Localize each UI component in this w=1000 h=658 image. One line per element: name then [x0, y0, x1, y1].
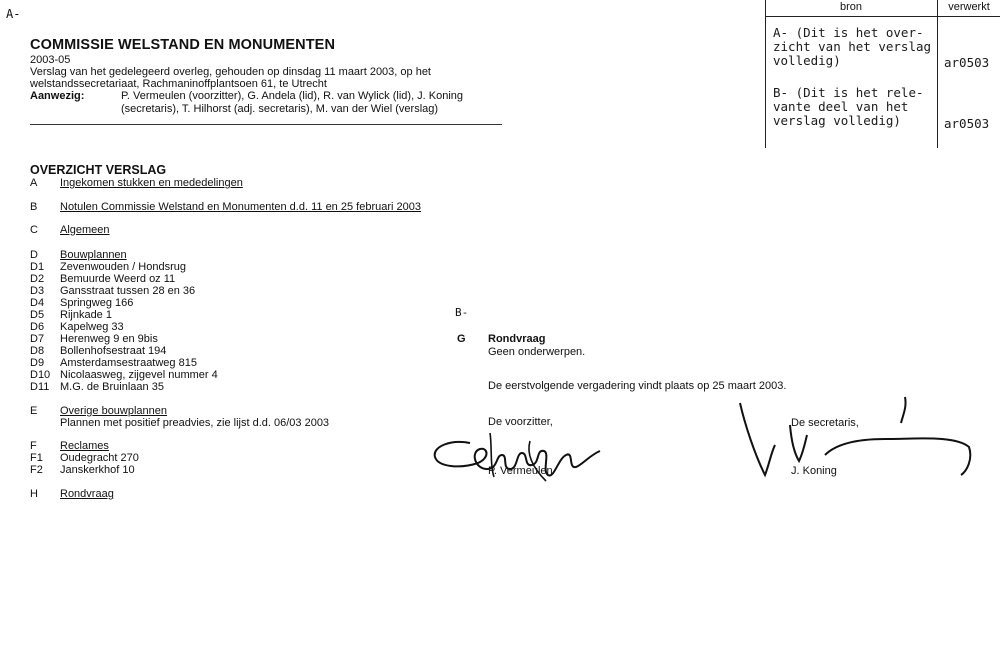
- next-meeting-text: De eerstvolgende vergadering vindt plaats op 25 maart 2003.: [488, 380, 787, 392]
- overview-item-code: D8: [30, 345, 45, 357]
- overview-title: OVERZICHT VERSLAG: [30, 163, 167, 177]
- overview-item-code: F1: [30, 452, 43, 464]
- section-g-code: G: [457, 333, 466, 345]
- overview-item-code: D3: [30, 285, 45, 297]
- overview-item-code: H: [30, 488, 38, 500]
- overview-item-text: Janskerkhof 10: [60, 464, 135, 476]
- corner-mark: A-: [6, 7, 21, 21]
- overview-item-code: E: [30, 405, 38, 417]
- overview-item-code: C: [30, 224, 38, 236]
- chair-signature: [430, 425, 610, 485]
- table-header-verwerkt: verwerkt: [948, 1, 990, 13]
- overview-item-code: D5: [30, 309, 45, 321]
- overview-item-text: Plannen met positief preadvies, zie lijst d.d. 06/03 2003: [60, 417, 330, 429]
- overview-item-text: Overige bouwplannen: [60, 405, 168, 417]
- overview-item-code: D10: [30, 369, 51, 381]
- section-b-mark: B-: [455, 306, 469, 319]
- report-description-line1: Verslag van het gedelegeerd overleg, gehouden op dinsdag 11 maart 2003, op het: [30, 66, 431, 78]
- overview-item-text: Rondvraag: [60, 488, 114, 500]
- table-border-middle: [937, 0, 938, 148]
- overview-item-text: Oudegracht 270: [60, 452, 139, 464]
- overview-item-text: Zevenwouden / Hondsrug: [60, 261, 186, 273]
- section-g-title: Rondvraag: [488, 333, 546, 345]
- document-number: 2003-05: [30, 54, 71, 66]
- overview-item-text: Bouwplannen: [60, 249, 127, 261]
- overview-item-code: D6: [30, 321, 45, 333]
- overview-item-code: F2: [30, 464, 43, 476]
- overview-item-code: D7: [30, 333, 45, 345]
- secretary-name: J. Koning: [791, 465, 837, 477]
- source-ref-b: ar0503: [944, 116, 990, 131]
- overview-item-code: F: [30, 440, 37, 452]
- section-g-text: Geen onderwerpen.: [488, 346, 586, 358]
- source-entry-b: B- (Dit is het rele- vante deel van het verslag volledig): [773, 85, 924, 128]
- chair-name: P. Vermeulen: [488, 465, 553, 477]
- document-title: COMMISSIE WELSTAND EN MONUMENTEN: [30, 37, 336, 53]
- overview-item-text: Bollenhofsestraat 194: [60, 345, 167, 357]
- report-description-line2: welstandssecretariaat, Rachmaninoffplantsoen 61, te Utrecht: [30, 78, 327, 90]
- overview-item-text: Kapelweg 33: [60, 321, 124, 333]
- chair-role: De voorzitter,: [488, 416, 553, 428]
- source-entry-a: A- (Dit is het over- zicht van het verslag volledig): [773, 25, 932, 68]
- source-ref-a: ar0503: [944, 55, 990, 70]
- overview-item-code: D1: [30, 261, 45, 273]
- table-header-divider: [765, 16, 1000, 17]
- overview-item-code: D9: [30, 357, 45, 369]
- overview-item-text: Notulen Commissie Welstand en Monumenten d.d. 11 en 25 februari 2003: [60, 201, 421, 213]
- overview-item-code: B: [30, 201, 38, 213]
- secretary-role: De secretaris,: [791, 417, 859, 429]
- present-list: [121, 90, 501, 116]
- overview-item-text: Reclames: [60, 440, 109, 452]
- overview-item-text: Bemuurde Weerd oz 11: [60, 273, 176, 285]
- table-border-left: [765, 0, 766, 148]
- secretary-signature: [735, 395, 975, 485]
- overview-item-code: D4: [30, 297, 45, 309]
- overview-item-text: Algemeen: [60, 224, 110, 236]
- overview-item-text: Amsterdamsestraatweg 815: [60, 357, 197, 369]
- overview-item-code: D: [30, 249, 38, 261]
- overview-item-text: Rijnkade 1: [60, 309, 112, 321]
- overview-item-code: A: [30, 177, 38, 189]
- overview-item-text: Herenweg 9 en 9bis: [60, 333, 158, 345]
- overview-item-code: D2: [30, 273, 45, 285]
- present-line1: P. Vermeulen (voorzitter), G. Andela (lid), R. van Wylick (lid), J. Koning: [121, 90, 464, 102]
- overview-item-text: Springweg 166: [60, 297, 134, 309]
- overview-item-text: Nicolaasweg, zijgevel nummer 4: [60, 369, 218, 381]
- overview-item-code: D11: [30, 381, 50, 393]
- present-line2: (secretaris), T. Hilhorst (adj. secretaris), M. van der Wiel (verslag): [121, 103, 439, 115]
- overview-item-text: M.G. de Bruinlaan 35: [60, 381, 164, 393]
- table-header-bron: bron: [839, 1, 863, 13]
- present-label: Aanwezig:: [30, 90, 85, 102]
- overview-item-text: Gansstraat tussen 28 en 36: [60, 285, 196, 297]
- overview-item-text: Ingekomen stukken en mededelingen: [60, 177, 243, 189]
- header-divider: [30, 124, 502, 125]
